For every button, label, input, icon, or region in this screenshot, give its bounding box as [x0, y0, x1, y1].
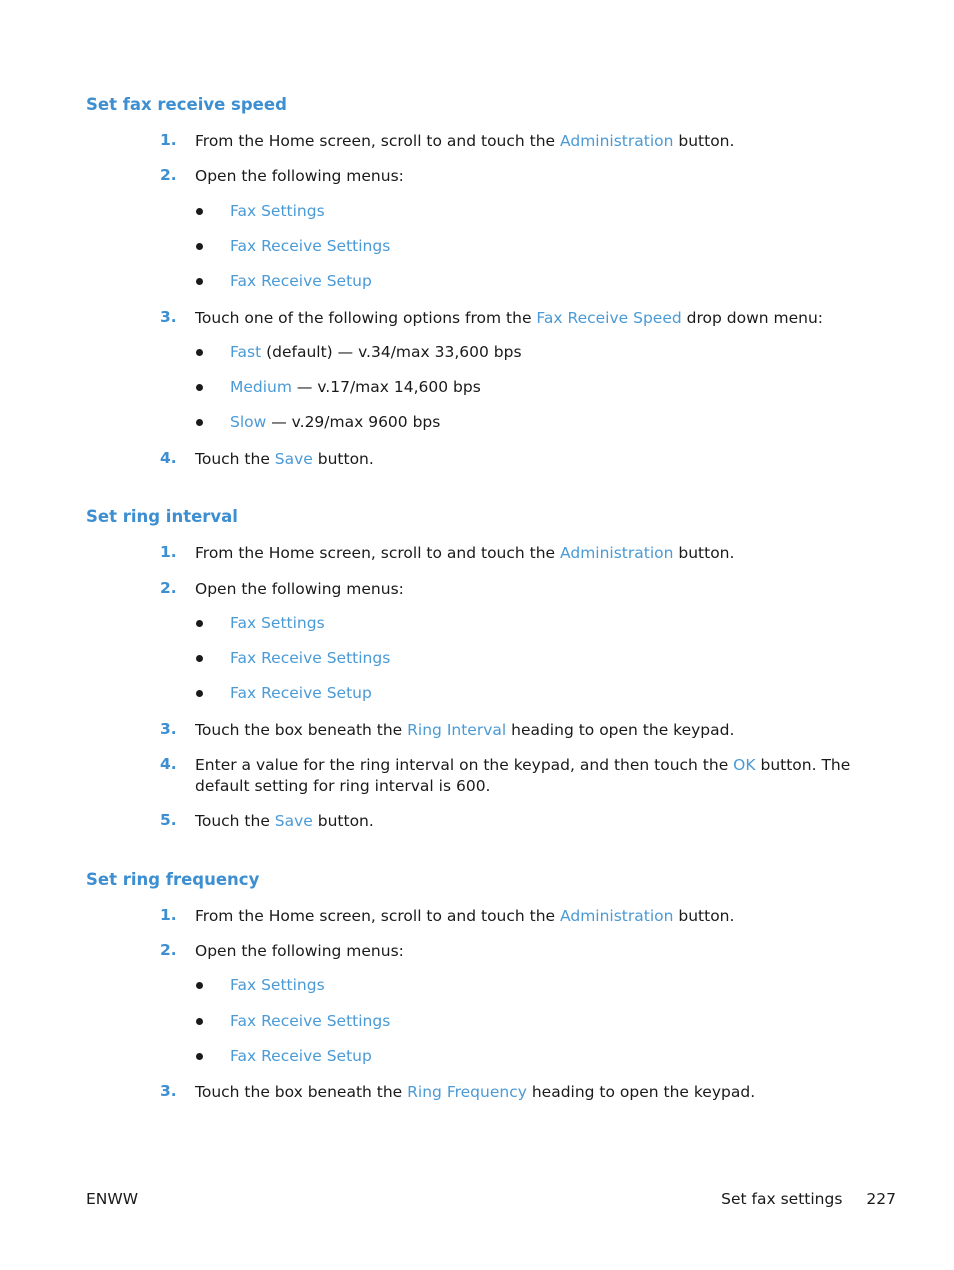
ring-frequency-link[interactable]: Ring Frequency: [407, 1083, 527, 1101]
step-text: Touch the box beneath the: [195, 1083, 408, 1101]
step-text: Open the following menus:: [195, 580, 404, 598]
option-text: (default) — v.34/max 33,600 bps: [261, 343, 522, 361]
bullet-icon: [196, 278, 203, 285]
step-text: From the Home screen, scroll to and touch the: [195, 132, 561, 150]
menu-link-fax-receive-settings[interactable]: Fax Receive Settings: [230, 237, 391, 255]
footer-page-info: [721, 1190, 896, 1208]
bullet-icon: [196, 349, 203, 356]
step-text: Touch the box beneath the: [195, 721, 408, 739]
step-number: 3.: [160, 308, 177, 326]
administration-link[interactable]: Administration: [560, 907, 674, 925]
step-text: Touch the: [195, 812, 275, 830]
save-link[interactable]: Save: [274, 450, 313, 468]
option-fast-link[interactable]: Fast: [230, 343, 262, 361]
step-number: 5.: [160, 811, 177, 829]
step-number: 2.: [160, 166, 177, 184]
step-number: 1.: [160, 131, 177, 149]
menu-link-fax-receive-setup[interactable]: Fax Receive Setup: [230, 684, 372, 702]
step-text: Open the following menus:: [195, 167, 404, 185]
step-text: button. The default setting for ring interval is 600.: [195, 756, 851, 795]
footer-section-title: Set fax settings: [721, 1190, 843, 1208]
step-text: button.: [312, 812, 374, 830]
ok-link[interactable]: OK: [733, 756, 756, 774]
bullet-icon: [196, 384, 203, 391]
bullet-icon: [196, 208, 203, 215]
step-text: heading to open the keypad.: [506, 721, 735, 739]
bullet-icon: [196, 620, 203, 627]
step-text: Touch one of the following options from the: [195, 309, 537, 327]
ring-interval-link[interactable]: Ring Interval: [407, 721, 507, 739]
step-number: 4.: [160, 755, 177, 773]
step-number: 4.: [160, 449, 177, 467]
step-text: button.: [673, 544, 735, 562]
footer-locale-code: ENWW: [86, 1190, 139, 1208]
menu-link-fax-receive-setup[interactable]: Fax Receive Setup: [230, 1047, 372, 1065]
bullet-icon: [196, 1018, 203, 1025]
bullet-icon: [196, 655, 203, 662]
step-number: 1.: [160, 543, 177, 561]
option-text: — v.29/max 9600 bps: [266, 413, 441, 431]
menu-link-fax-receive-settings[interactable]: Fax Receive Settings: [230, 649, 391, 667]
step-text: From the Home screen, scroll to and touch the: [195, 544, 561, 562]
step-text: button.: [673, 132, 735, 150]
menu-link-fax-receive-settings[interactable]: Fax Receive Settings: [230, 1012, 391, 1030]
step-number: 3.: [160, 1082, 177, 1100]
option-slow-link[interactable]: Slow: [230, 413, 267, 431]
menu-link-fax-settings[interactable]: Fax Settings: [230, 614, 325, 632]
option-text: — v.17/max 14,600 bps: [291, 378, 481, 396]
section-heading-ring-interval: Set ring interval: [86, 507, 238, 526]
step-number: 1.: [160, 906, 177, 924]
administration-link[interactable]: Administration: [560, 132, 674, 150]
step-number: 2.: [160, 941, 177, 959]
bullet-icon: [196, 243, 203, 250]
section-heading-fax-receive-speed: Set fax receive speed: [86, 95, 287, 114]
fax-receive-speed-link[interactable]: Fax Receive Speed: [536, 309, 682, 327]
menu-link-fax-receive-setup[interactable]: Fax Receive Setup: [230, 272, 372, 290]
bullet-icon: [196, 419, 203, 426]
step-text: heading to open the keypad.: [526, 1083, 756, 1101]
bullet-icon: [196, 1053, 203, 1060]
step-text: Open the following menus:: [195, 942, 404, 960]
step-number: 2.: [160, 579, 177, 597]
bullet-icon: [196, 690, 203, 697]
page-number: 227: [866, 1190, 896, 1208]
administration-link[interactable]: Administration: [560, 544, 674, 562]
step-text: button.: [312, 450, 374, 468]
step-text: button.: [673, 907, 735, 925]
save-link[interactable]: Save: [274, 812, 313, 830]
step-text: Enter a value for the ring interval on the keypad, and then touch the: [195, 756, 734, 774]
section-heading-ring-frequency: Set ring frequency: [86, 870, 260, 889]
bullet-icon: [196, 982, 203, 989]
step-text: From the Home screen, scroll to and touch the: [195, 907, 561, 925]
step-text: Touch the: [195, 450, 275, 468]
step-number: 3.: [160, 720, 177, 738]
menu-link-fax-settings[interactable]: Fax Settings: [230, 202, 325, 220]
menu-link-fax-settings[interactable]: Fax Settings: [230, 976, 325, 994]
option-medium-link[interactable]: Medium: [230, 378, 292, 396]
step-text: drop down menu:: [681, 309, 824, 327]
